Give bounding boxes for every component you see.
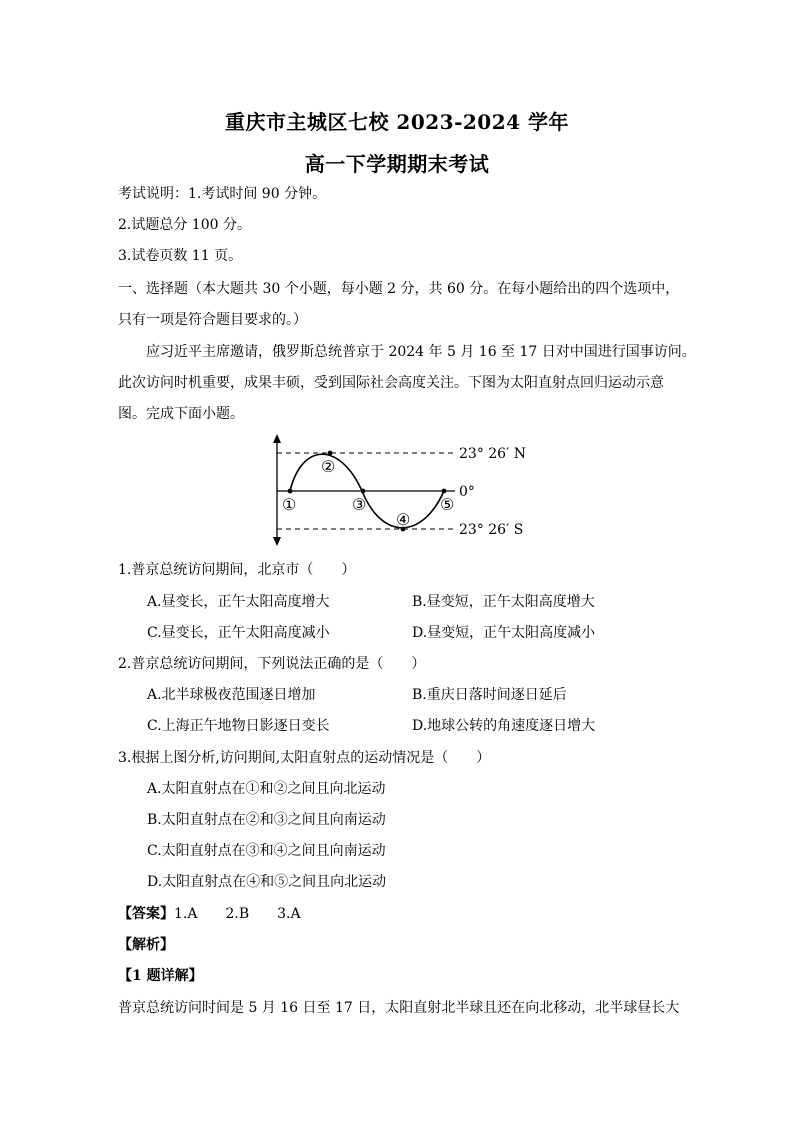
section-heading-line2: 只有一项是符合题目要求的。） (118, 312, 307, 328)
analysis-q1-label: 【1 题详解】 (118, 968, 203, 984)
point-2-label: ② (321, 457, 336, 476)
exam-title-line2: 高一下学期期末考试 (304, 152, 490, 176)
instruction-line2: 2.试题总分 100 分。 (118, 217, 251, 233)
question-3-option-a: A.太阳直射点在①和②之间且向北运动 (147, 781, 386, 797)
instruction-line1: 考试说明：1.考试时间 90 分钟。 (118, 186, 327, 202)
question-2-option-c: C.上海正午地物日影逐日变长 (147, 718, 330, 734)
question-3-option-d: D.太阳直射点在④和⑤之间且向北运动 (147, 874, 387, 890)
passage-line2: 此次访问时机重要，成果丰硕，受到国际社会高度关注。下图为太阳直射点回归运动示意 (118, 375, 664, 391)
point-3-dot (361, 489, 366, 494)
passage-line3: 图。完成下面小题。 (118, 406, 244, 422)
label-23-26-n: 23° 26′ N (459, 446, 526, 462)
answer-line (118, 904, 301, 924)
point-5-dot (442, 489, 447, 494)
axis-arrow-up (273, 434, 281, 443)
answer-text: 1.A 2.B 3.A (174, 906, 301, 922)
exam-title-line1: 重庆市主城区七校 2023-2024 学年 (224, 110, 570, 134)
point-4-label: ④ (396, 510, 411, 529)
point-1-dot (288, 489, 293, 494)
question-1-option-b: B.昼变短，正午太阳高度增大 (412, 594, 595, 610)
question-1-stem: 1.普京总统访问期间，北京市（ ） (118, 562, 356, 578)
question-1-option-d: D.昼变短，正午太阳高度减小 (412, 625, 596, 641)
point-5-label: ⑤ (440, 495, 455, 514)
question-1-option-c: C.昼变长，正午太阳高度减小 (147, 625, 330, 641)
point-3-label: ③ (352, 495, 367, 514)
question-1-option-a: A.昼变长，正午太阳高度增大 (147, 594, 330, 610)
analysis-q1-text: 普京总统访问时间是 5 月 16 日至 17 日，太阳直射北半球且还在向北移动，北半球昼长大 (118, 1000, 680, 1016)
analysis-label: 【解析】 (118, 937, 174, 953)
question-2-stem: 2.普京总统访问期间，下列说法正确的是（ ） (118, 656, 426, 672)
question-2-option-b: B.重庆日落时间逐日延后 (412, 687, 567, 703)
question-3-option-c: C.太阳直射点在③和④之间且向南运动 (147, 843, 386, 859)
point-2-dot (328, 451, 333, 456)
question-2-option-a: A.北半球极夜范围逐日增加 (147, 687, 316, 703)
point-1-label: ① (282, 495, 297, 514)
instruction-line3: 3.试卷页数 11 页。 (118, 248, 243, 264)
sun-migration-diagram (260, 432, 550, 548)
label-equator: 0° (459, 484, 475, 500)
answer-label: 【答案】 (118, 906, 174, 922)
question-2-option-d: D.地球公转的角速度逐日增大 (412, 718, 596, 734)
section-heading-line1: 一、选择题（本大题共 30 个小题，每小题 2 分，共 60 分。在每小题给出的四个选项中， (118, 281, 680, 297)
label-23-26-s: 23° 26′ S (459, 522, 524, 538)
passage-line1: 应习近平主席邀请，俄罗斯总统普京于 2024 年 5 月 16 至 17 日对中国进行国事访问。 (146, 344, 696, 360)
question-3-stem: 3.根据上图分析,访问期间,太阳直射点的运动情况是（ ） (118, 750, 491, 766)
axis-arrow-down (273, 537, 281, 546)
question-3-option-b: B.太阳直射点在②和③之间且向南运动 (147, 812, 386, 828)
